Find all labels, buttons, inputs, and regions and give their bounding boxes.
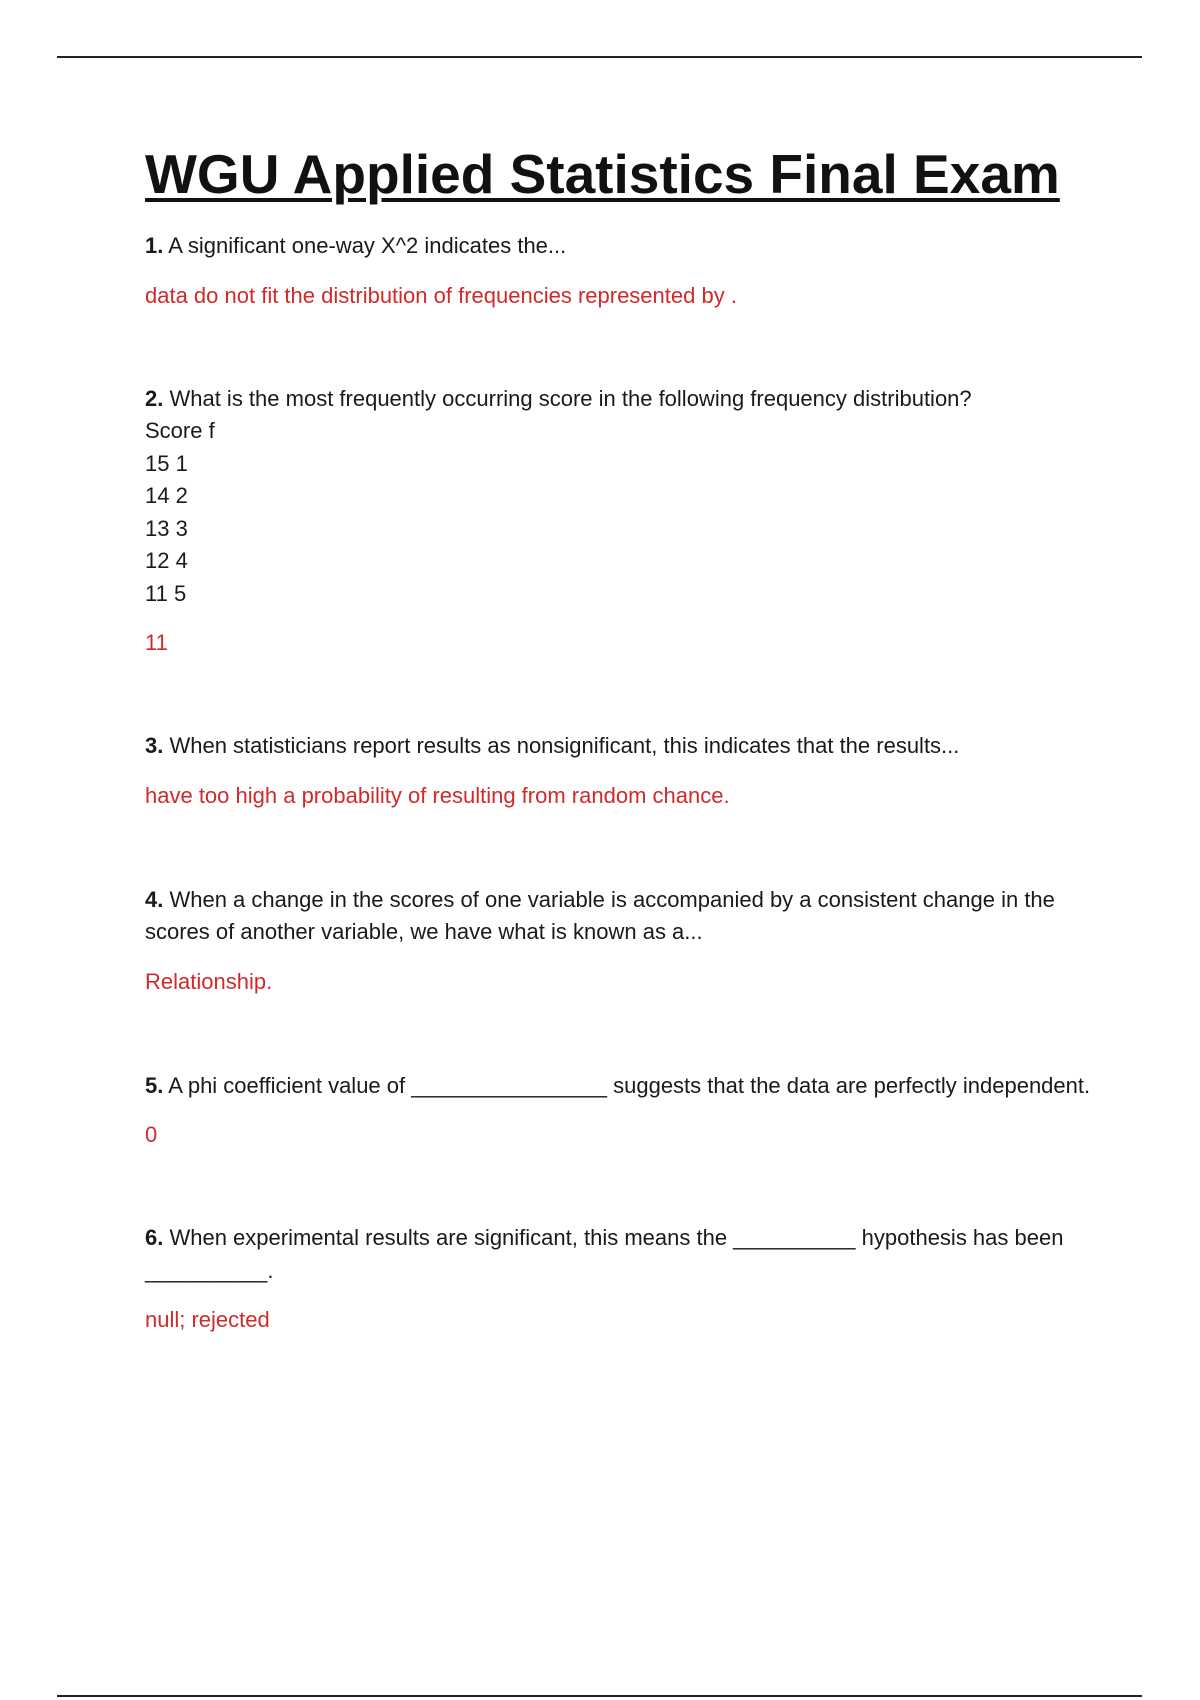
frequency-table-row: 14 2 [145,483,188,508]
question-number: 3. [145,733,164,758]
question-text: When a change in the scores of one variable is accompanied by a consistent change in the scores of another variable, we have what is known as a... [145,886,1055,944]
question-number: 1. [145,233,164,258]
frequency-table-row: 13 3 [145,515,188,541]
question-number: 6. [145,1225,164,1250]
question-text: A phi coefficient value of ________________ suggests that the data are perfectly independent. [163,1072,1091,1098]
page-title: WGU Applied Statistics Final Exam [145,143,1060,205]
footer-rule [57,1695,1142,1697]
question-3 [145,730,1095,763]
question-2 [145,383,1095,611]
question-text: When statisticians report results as nonsignificant, this indicates that the results... [163,733,960,758]
answer-3: have too high a probability of resulting from random chance. [145,782,730,808]
header-rule [57,56,1142,58]
answer-2: 11 [145,630,168,655]
question-1 [145,230,1095,263]
frequency-table-row: 12 4 [145,548,188,573]
frequency-table-row: 11 5 [145,580,187,606]
frequency-table-row: 15 1 [145,450,188,476]
question-number: 2. [145,385,164,411]
answer-5: 0 [145,1122,158,1147]
answer-6: null; rejected [145,1307,270,1332]
question-6 [145,1222,1095,1287]
question-text: What is the most frequently occurring score in the following frequency distribution? [163,385,972,411]
answer-1: data do not fit the distribution of frequencies represented by . [145,282,737,308]
question-text: When experimental results are significant, this means the __________ hypothesis has been __________. [145,1225,1064,1283]
answer-4: Relationship. [145,968,273,994]
frequency-table-header: Score f [145,418,215,443]
question-text: A significant one-way X^2 indicates the... [163,233,567,258]
exam-page [145,142,1095,1336]
question-number: 4. [145,886,164,912]
question-number: 5. [145,1072,164,1098]
question-5 [145,1070,1095,1103]
question-4 [145,884,1095,949]
